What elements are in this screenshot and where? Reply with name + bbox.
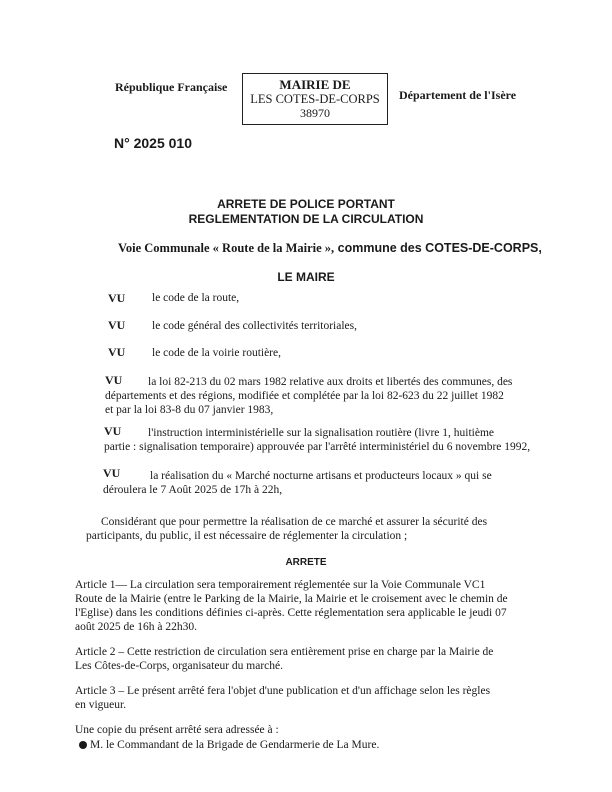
vu-text: déroulera le 7 Août 2025 de 17h à 22h, — [103, 484, 283, 496]
vu-text: partie : signalisation temporaire) approuvée par l'arrêté interministériel du 6 novembre 1992, — [104, 441, 531, 453]
considerant-line: participants, du public, il est nécessaire de réglementer la circulation ; — [86, 530, 408, 542]
title-line-1: ARRETE DE POLICE PORTANT — [217, 197, 395, 211]
department-label: Département de l'Isère — [399, 88, 517, 102]
recipient-item: M. le Commandant de la Brigade de Gendarmerie de La Mure. — [90, 739, 380, 751]
article-2-line: Article 2 – Cette restriction de circulation sera entièrement prise en charge par la Mairie de — [75, 646, 494, 658]
vu-label: VU — [108, 318, 126, 332]
title-line-2: REGLEMENTATION DE LA CIRCULATION — [188, 212, 424, 226]
republic-label: République Française — [115, 80, 228, 94]
vu-label: VU — [104, 424, 122, 438]
vu-label: VU — [105, 373, 123, 387]
le-maire-heading: LE MAIRE — [277, 270, 335, 284]
article-3-line: Article 3 – Le présent arrêté fera l'objet d'une publication et d'un affichage selon les règles — [75, 685, 491, 697]
voie-subtitle — [118, 241, 542, 256]
article-1-line: Route de la Mairie (entre le Parking de la Mairie, la Mairie et le croisement avec le chemin de — [75, 593, 508, 605]
article-1-line: août 2025 de 16h à 22h30. — [75, 621, 198, 633]
article-3-line: en vigueur. — [75, 699, 127, 711]
mairie-stamp — [242, 73, 388, 125]
stamp-line-3: 38970 — [300, 106, 330, 120]
voie-name: Voie Communale « Route de la Mairie », — [118, 241, 335, 255]
vu-text: le code général des collectivités territoriales, — [152, 320, 357, 332]
vu-text: la loi 82-213 du 02 mars 1982 relative aux droits et libertés des communes, des — [148, 376, 513, 388]
arrete-heading: ARRETE — [285, 557, 327, 568]
vu-text: la réalisation du « Marché nocturne artisans et producteurs locaux » qui se — [150, 470, 492, 482]
vu-text: l'instruction interministérielle sur la signalisation routière (livre 1, huitième — [148, 427, 495, 439]
stamp-line-2: LES COTES-DE-CORPS — [250, 92, 380, 106]
vu-label: VU — [108, 291, 126, 305]
vu-text: départements et des régions, modifiée et complétée par la loi 82-623 du 22 juillet 1982 — [105, 390, 504, 402]
vu-text: le code de la route, — [152, 292, 240, 304]
article-2-line: Les Côtes-de-Corps, organisateur du marché. — [75, 660, 284, 672]
considerant-line: Considérant que pour permettre la réalisation de ce marché et assurer la sécurité des — [101, 516, 488, 528]
vu-label: VU — [103, 466, 121, 480]
copie-intro: Une copie du présent arrêté sera adressée à : — [75, 724, 279, 736]
article-1-line: Article 1— La circulation sera temporairement réglementée sur la Voie Communale VC1 — [75, 579, 486, 591]
arrete-number: N° 2025 010 — [114, 135, 192, 151]
stamp-line-1: MAIRIE DE — [279, 77, 351, 92]
voie-commune: commune des COTES-DE-CORPS, — [334, 241, 542, 255]
article-1-line: l'Eglise) dans les conditions définies ci-après. Cette réglementation sera applicable le jeudi 07 — [75, 607, 507, 619]
vu-text: le code de la voirie routière, — [152, 347, 281, 359]
bullet-icon — [79, 741, 87, 749]
vu-label: VU — [108, 345, 126, 359]
vu-text: et par la loi 83-8 du 07 janvier 1983, — [105, 404, 274, 416]
